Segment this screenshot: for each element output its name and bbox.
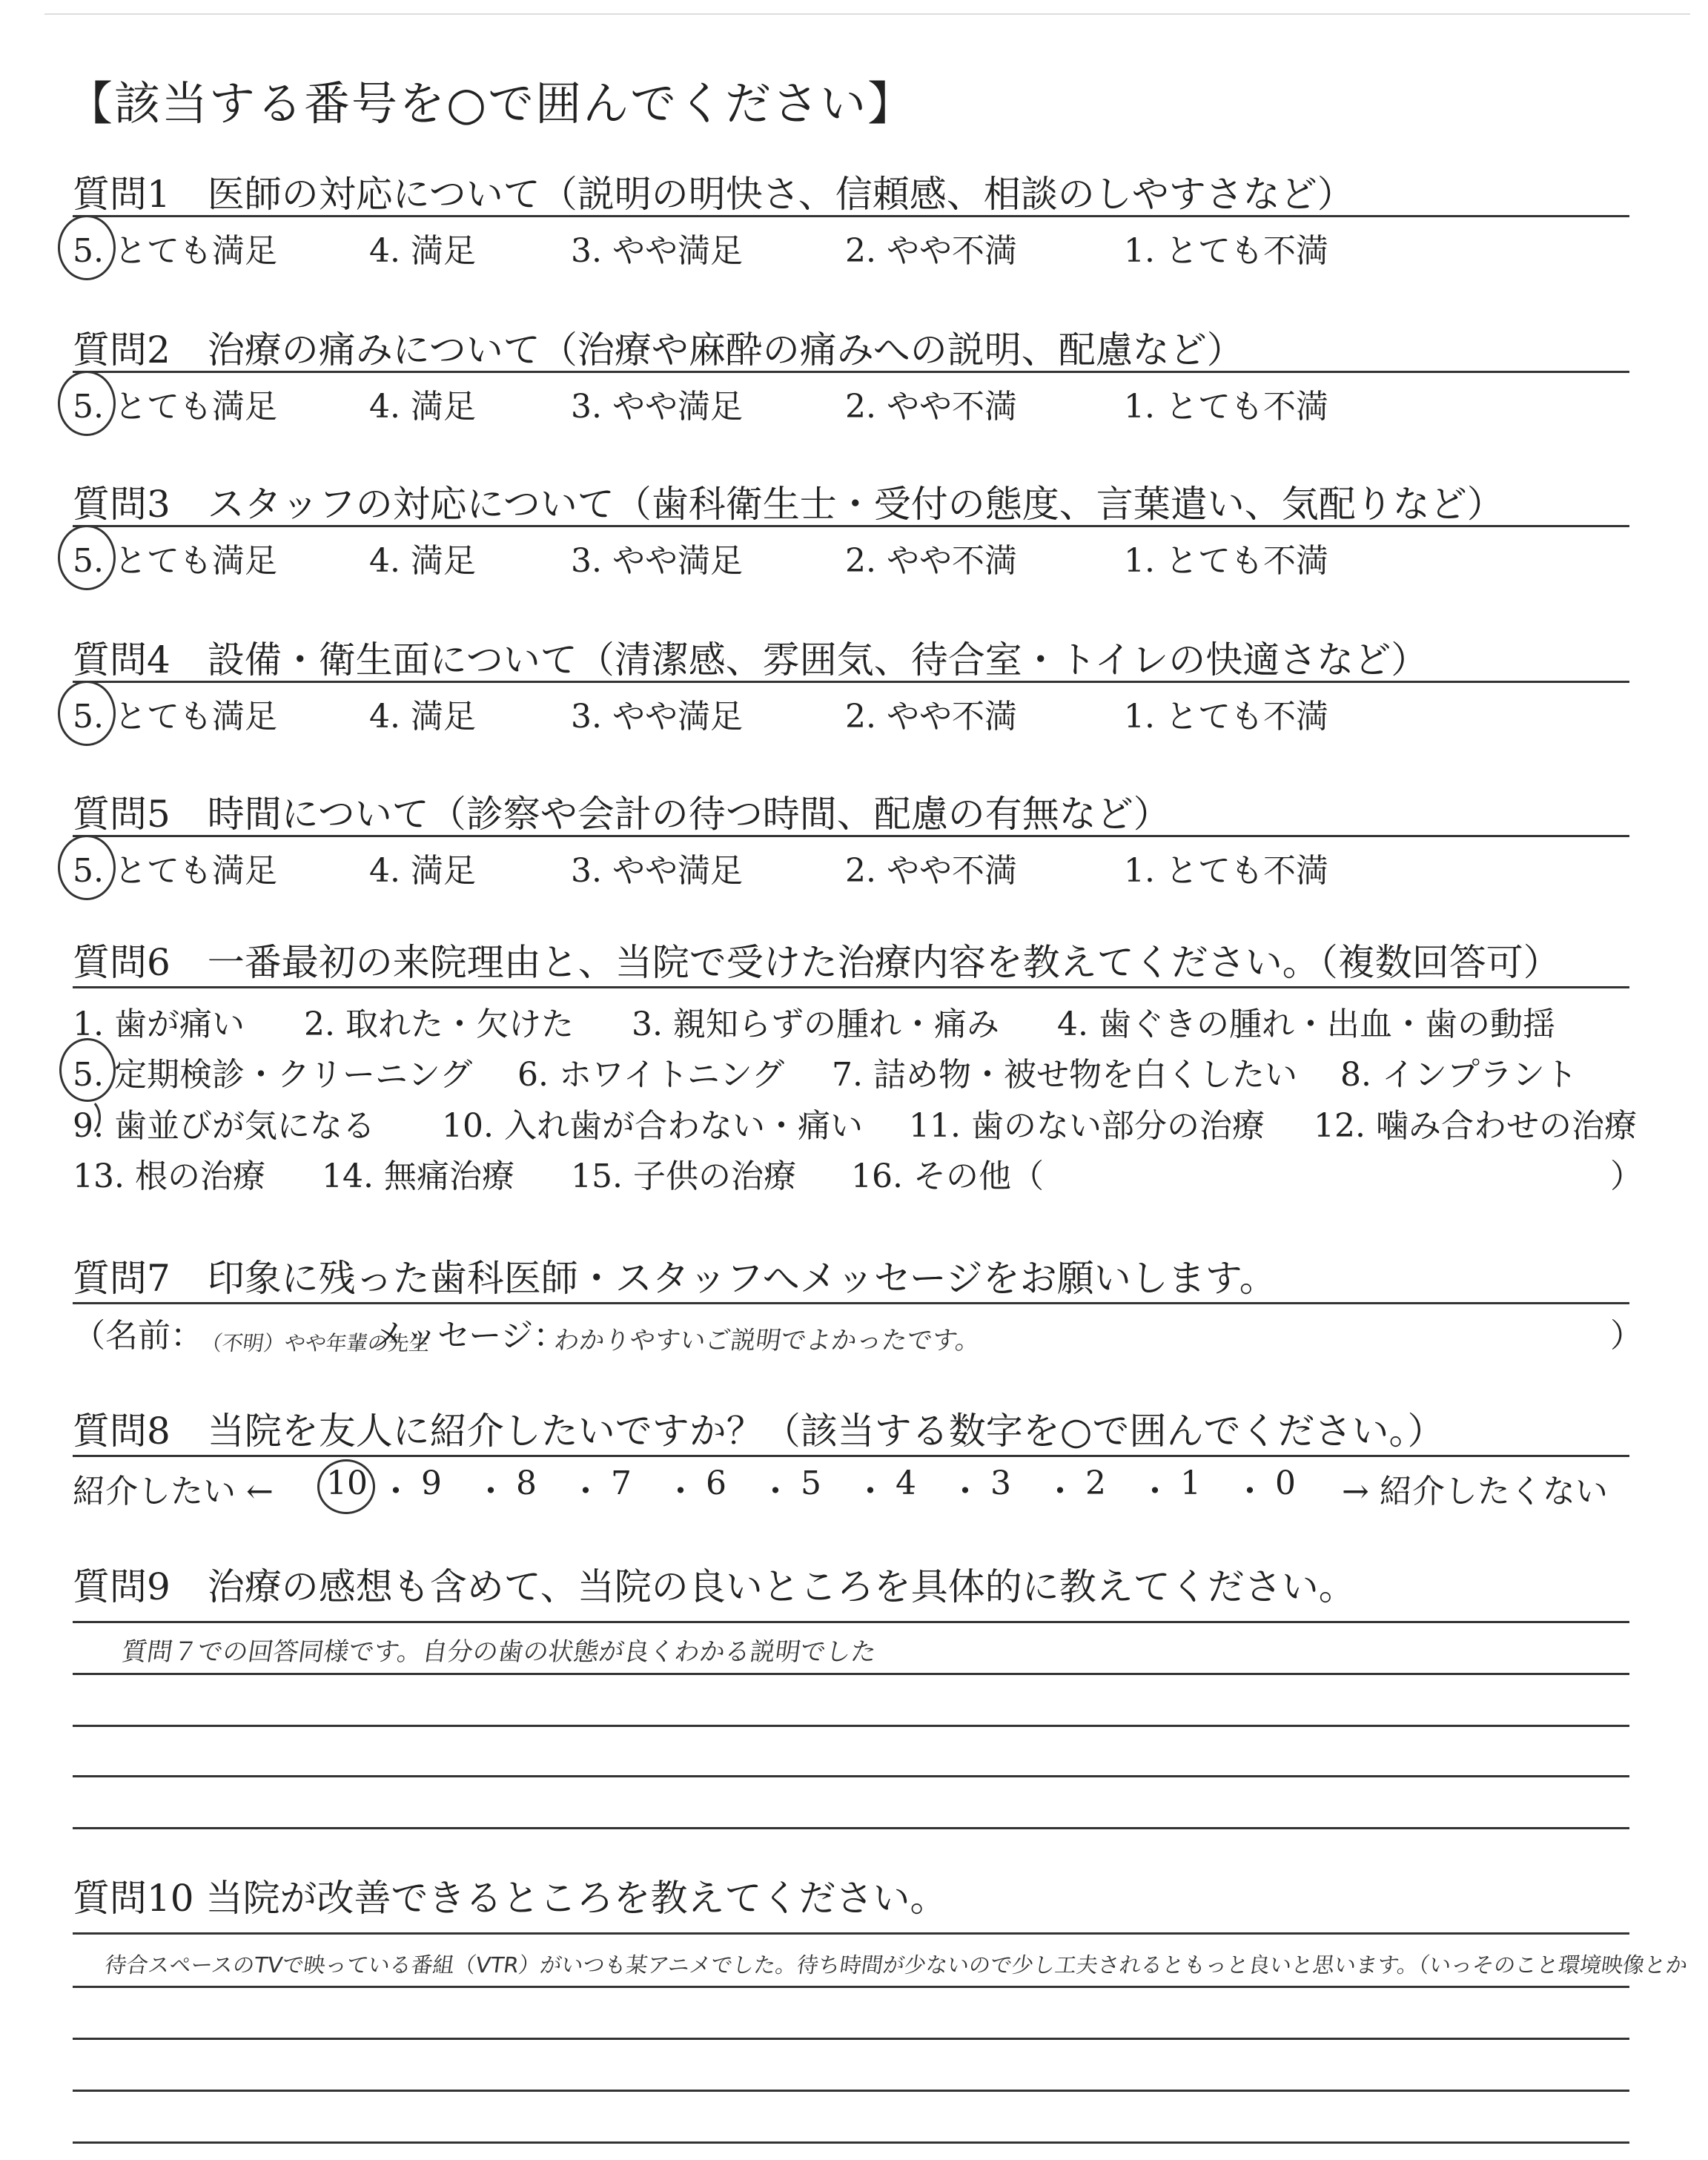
q6-option-2[interactable]: 2. 取れた・欠けた [304, 1005, 574, 1043]
q5-option-1[interactable]: 1. とても不満 [1124, 852, 1328, 890]
q3-option-1[interactable]: 1. とても不満 [1124, 542, 1328, 580]
q9-rule-5 [73, 1827, 1629, 1829]
q8-scale-separator: ・ [759, 1473, 792, 1510]
q8-circle-10 [317, 1459, 375, 1514]
q2-rule [73, 371, 1629, 373]
q6-option-8[interactable]: 8. インプラント [1340, 1056, 1578, 1094]
q7-close: ） [1610, 1317, 1643, 1355]
q6-option-4[interactable]: 4. 歯ぐきの腫れ・出血・歯の動揺 [1057, 1005, 1555, 1043]
q5-option-2[interactable]: 2. やや不満 [845, 852, 1017, 890]
q6-option-9[interactable]: 9. 歯並びが気になる [73, 1107, 375, 1145]
q8-scale-4[interactable]: 4 [896, 1464, 916, 1502]
q6-option-13[interactable]: 13. 根の治療 [73, 1157, 265, 1195]
q4-option-5[interactable]: 5. とても満足 [73, 698, 277, 736]
q2-title: 質問2 治療の痛みについて（治療や麻酔の痛みへの説明、配慮など） [73, 328, 1244, 371]
q8-scale-0[interactable]: 0 [1275, 1464, 1296, 1502]
q8-scale-separator: ・ [1234, 1473, 1266, 1510]
q8-scale-1[interactable]: 1 [1180, 1464, 1201, 1502]
q1-option-4[interactable]: 4. 満足 [369, 232, 476, 270]
q9-title: 質問9 治療の感想も含めて、当院の良いところを具体的に教えてください。 [73, 1565, 1356, 1608]
q5-option-3[interactable]: 3. やや満足 [571, 852, 743, 890]
q5-option-5[interactable]: 5. とても満足 [73, 852, 277, 890]
q10-answer: 待合スペースのTVで映っている番組（VTR）がいつも某アニメでした。待ち時間が少ないので少し工夫されるともっと良いと思います。（いっそのこと環境映像とか [103, 1952, 1689, 1978]
q6-option-1[interactable]: 1. 歯が痛い [73, 1005, 245, 1043]
page-title: 【該当する番号を○で囲んでください】 [67, 76, 916, 131]
q8-scale-separator: ・ [1044, 1473, 1076, 1510]
q3-title: 質問3 スタッフの対応について（歯科衛生士・受付の態度、言葉遣い、気配りなど） [73, 483, 1504, 526]
q10-rule-3 [73, 2038, 1629, 2040]
q4-selected-circle [58, 681, 116, 746]
q1-option-5[interactable]: 5. とても満足 [73, 232, 277, 270]
q8-rule [73, 1455, 1629, 1457]
q8-scale-5[interactable]: 5 [801, 1464, 821, 1502]
q5-title: 質問5 時間について（診察や会計の待つ時間、配慮の有無など） [73, 793, 1171, 836]
q7-title: 質問7 印象に残った歯科医師・スタッフへメッセージをお願いします。 [73, 1257, 1277, 1300]
q3-option-2[interactable]: 2. やや不満 [845, 542, 1017, 580]
q5-option-4[interactable]: 4. 満足 [369, 852, 476, 890]
q1-option-2[interactable]: 2. やや不満 [845, 232, 1017, 270]
q6-option-14[interactable]: 14. 無痛治療 [322, 1157, 514, 1195]
q9-rule-2 [73, 1673, 1629, 1675]
q4-rule [73, 681, 1629, 683]
q1-title: 質問1 医師の対応について（説明の明快さ、信頼感、相談のしやすさなど） [73, 173, 1354, 216]
q6-option-12[interactable]: 12. 噛み合わせの治療 [1314, 1107, 1637, 1145]
q8-scale-separator: ・ [664, 1473, 697, 1510]
q8-scale-separator: ・ [1139, 1473, 1171, 1510]
q3-option-5[interactable]: 5. とても満足 [73, 542, 277, 580]
q6-option-15[interactable]: 15. 子供の治療 [571, 1157, 796, 1195]
q9-rule-3 [73, 1725, 1629, 1727]
q1-rule [73, 215, 1629, 217]
top-border [44, 13, 1690, 15]
q2-option-5[interactable]: 5. とても満足 [73, 388, 277, 426]
q8-scale-3[interactable]: 3 [990, 1464, 1011, 1502]
q8-scale-6[interactable]: 6 [706, 1464, 726, 1502]
q10-rule-2 [73, 1986, 1629, 1988]
q3-selected-circle [58, 525, 116, 590]
q6-circle-5 [59, 1038, 116, 1102]
q1-option-3[interactable]: 3. やや満足 [571, 232, 743, 270]
q6-option-5[interactable]: 5. 定期検診・クリーニング [73, 1056, 473, 1094]
q6-option-3[interactable]: 3. 親知らずの腫れ・痛み [632, 1005, 999, 1043]
q8-scale-separator: ・ [854, 1473, 887, 1510]
q7-name-value: （不明）やや年輩の先生 [199, 1331, 432, 1355]
q8-title: 質問8 当院を友人に紹介したいですか？（該当する数字を○で囲んでください。） [73, 1410, 1445, 1453]
q8-right-label: → 紹介したくない [1342, 1473, 1608, 1510]
q6-option-7[interactable]: 7. 詰め物・被せ物を白くしたい [832, 1056, 1297, 1094]
q7-rule [73, 1302, 1629, 1304]
q4-option-4[interactable]: 4. 満足 [369, 698, 476, 736]
q8-scale-separator: ・ [569, 1473, 602, 1510]
q8-scale-separator: ・ [474, 1473, 507, 1510]
q7-name-label: （名前： [73, 1317, 203, 1355]
q5-rule [73, 835, 1629, 837]
q2-selected-circle [58, 371, 116, 436]
q10-rule-1 [73, 1932, 1629, 1935]
q6-title: 質問6 一番最初の来院理由と、当院で受けた治療内容を教えてください。（複数回答可） [73, 941, 1560, 984]
q2-option-2[interactable]: 2. やや不満 [845, 388, 1017, 426]
q6-option-10[interactable]: 10. 入れ歯が合わない・痛い [442, 1107, 863, 1145]
q4-option-2[interactable]: 2. やや不満 [845, 698, 1017, 736]
q4-option-3[interactable]: 3. やや満足 [571, 698, 743, 736]
q8-scale-8[interactable]: 8 [516, 1464, 537, 1502]
q9-rule-1 [73, 1621, 1629, 1623]
q5-selected-circle [58, 835, 116, 900]
q4-option-1[interactable]: 1. とても不満 [1124, 698, 1328, 736]
q6-option-6[interactable]: 6. ホワイトニング [517, 1056, 785, 1094]
q2-option-4[interactable]: 4. 満足 [369, 388, 476, 426]
q4-title: 質問4 設備・衛生面について（清潔感、雰囲気、待合室・トイレの快適さなど） [73, 638, 1429, 681]
q9-answer: 質問７での回答同様です。自分の歯の状態が良くわかる説明でした [119, 1637, 878, 1667]
q6-option-11[interactable]: 11. 歯のない部分の治療 [909, 1107, 1265, 1145]
q9-rule-4 [73, 1775, 1629, 1777]
q6-rule [73, 986, 1629, 988]
q8-left-label: 紹介したい ← [73, 1473, 274, 1510]
q10-title: 質問10 当院が改善できるところを教えてください。 [73, 1877, 947, 1920]
q8-scale-7[interactable]: 7 [611, 1464, 632, 1502]
q7-message-value: わかりやすいご説明でよかったです。 [552, 1326, 983, 1355]
q3-option-3[interactable]: 3. やや満足 [571, 542, 743, 580]
q3-rule [73, 525, 1629, 527]
q8-scale-separator: ・ [949, 1473, 982, 1510]
q8-scale-10[interactable]: 10 [326, 1464, 368, 1502]
q6-other-close: ） [1610, 1157, 1643, 1195]
q8-scale-9[interactable]: 9 [421, 1464, 442, 1502]
q1-option-1[interactable]: 1. とても不満 [1124, 232, 1328, 270]
q7-message-label: メッセージ： [372, 1317, 566, 1355]
q6-option-16[interactable]: 16. その他（ [851, 1157, 1044, 1195]
q3-option-4[interactable]: 4. 満足 [369, 542, 476, 580]
q10-rule-5 [73, 2141, 1629, 2144]
q1-selected-circle [58, 215, 116, 280]
q2-option-3[interactable]: 3. やや満足 [571, 388, 743, 426]
q8-scale-separator: ・ [380, 1473, 412, 1510]
q8-scale-2[interactable]: 2 [1085, 1464, 1106, 1502]
q6-circle-9 [68, 1097, 101, 1137]
q2-option-1[interactable]: 1. とても不満 [1124, 388, 1328, 426]
q10-rule-4 [73, 2090, 1629, 2092]
